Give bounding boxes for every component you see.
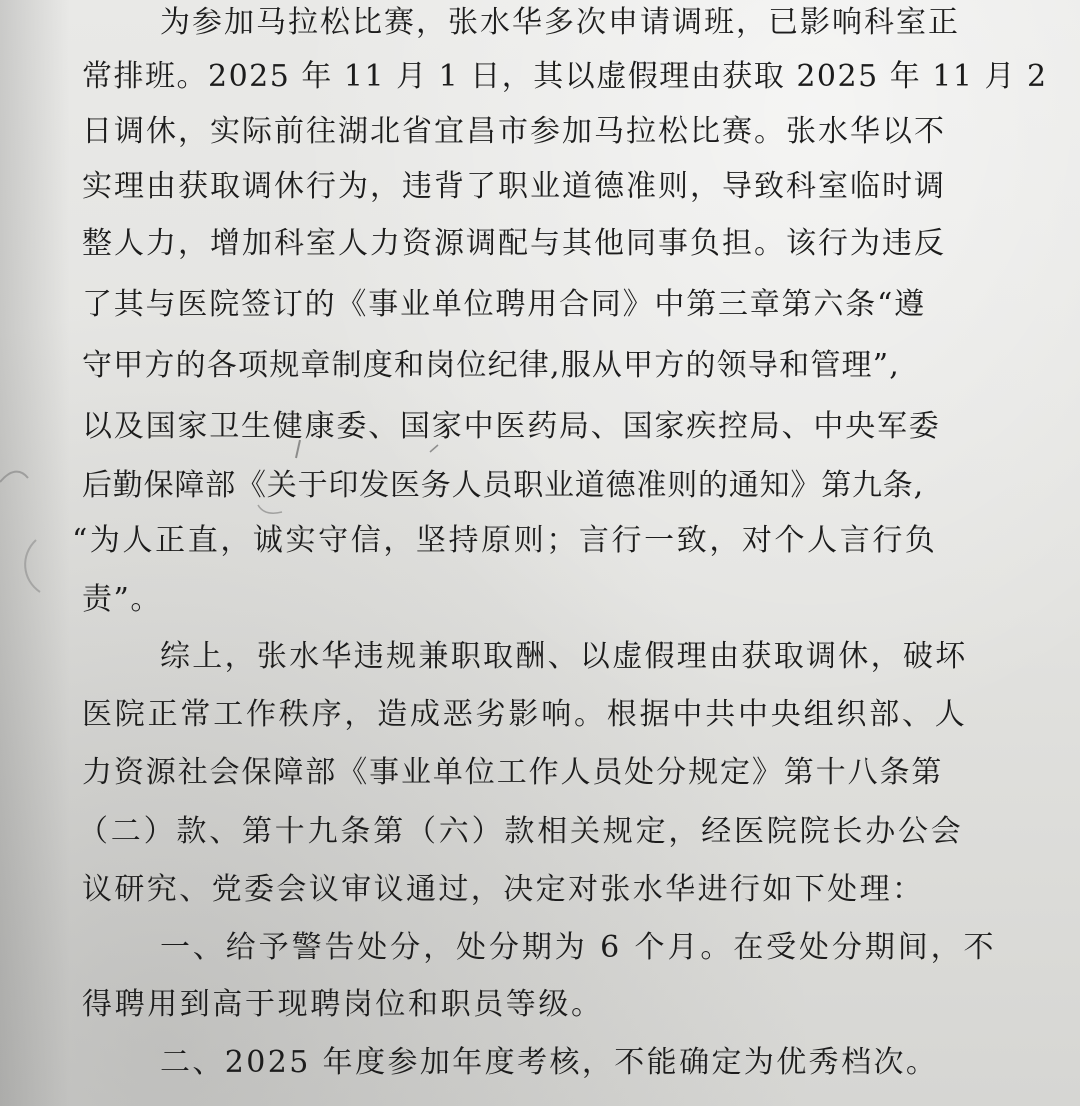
paragraph-line: 一、给予警告处分，处分期为 6 个月。在受处分期间，不 — [160, 930, 997, 965]
paragraph-line: 责”。 — [82, 582, 162, 617]
paragraph-line: 二、2025 年度参加年度考核，不能确定为优秀档次。 — [160, 1045, 939, 1080]
paragraph-line: 整人力，增加科室人力资源调配与其他同事负担。该行为违反 — [82, 226, 946, 261]
paragraph-line: 了其与医院签订的《事业单位聘用合同》中第三章第六条“遵 — [82, 287, 926, 322]
paragraph-line: 以及国家卫生健康委、国家中医药局、国家疾控局、中央军委 — [82, 409, 941, 444]
paragraph-line: 力资源社会保障部《事业单位工作人员处分规定》第十八条第 — [82, 755, 944, 790]
paragraph-line: 为参加马拉松比赛，张水华多次申请调班，已影响科室正 — [160, 5, 960, 40]
paragraph-line: 后勤保障部《关于印发医务人员职业道德准则的通知》第九条, — [82, 468, 924, 503]
paragraph-line: 得聘用到高于现聘岗位和职员等级。 — [82, 987, 604, 1022]
paragraph-line: 医院正常工作秩序，造成恶劣影响。根据中共中央组织部、人 — [82, 697, 968, 732]
paragraph-line: （二）款、第十九条第（六）款相关规定，经医院院长办公会 — [78, 814, 964, 849]
paragraph-line: 日调休，实际前往湖北省宜昌市参加马拉松比赛。张水华以不 — [82, 114, 946, 149]
paragraph-line: 议研究、党委会议审议通过，决定对张水华进行如下处理： — [82, 872, 925, 907]
paragraph-line: 常排班。2025 年 11 月 1 日，其以虚假理由获取 2025 年 11 月 2 — [82, 59, 1048, 94]
paragraph-line: 实理由获取调休行为，违背了职业道德准则，导致科室临时调 — [82, 169, 946, 204]
paragraph-line: 守甲方的各项规章制度和岗位纪律,服从甲方的领导和管理”, — [82, 348, 901, 383]
paragraph-line: “为人正直，诚实守信，坚持原则；言行一致，对个人言行负 — [72, 523, 938, 558]
paragraph-line: 综上，张水华违规兼职取酬、以虚假理由获取调休，破坏 — [160, 639, 968, 674]
